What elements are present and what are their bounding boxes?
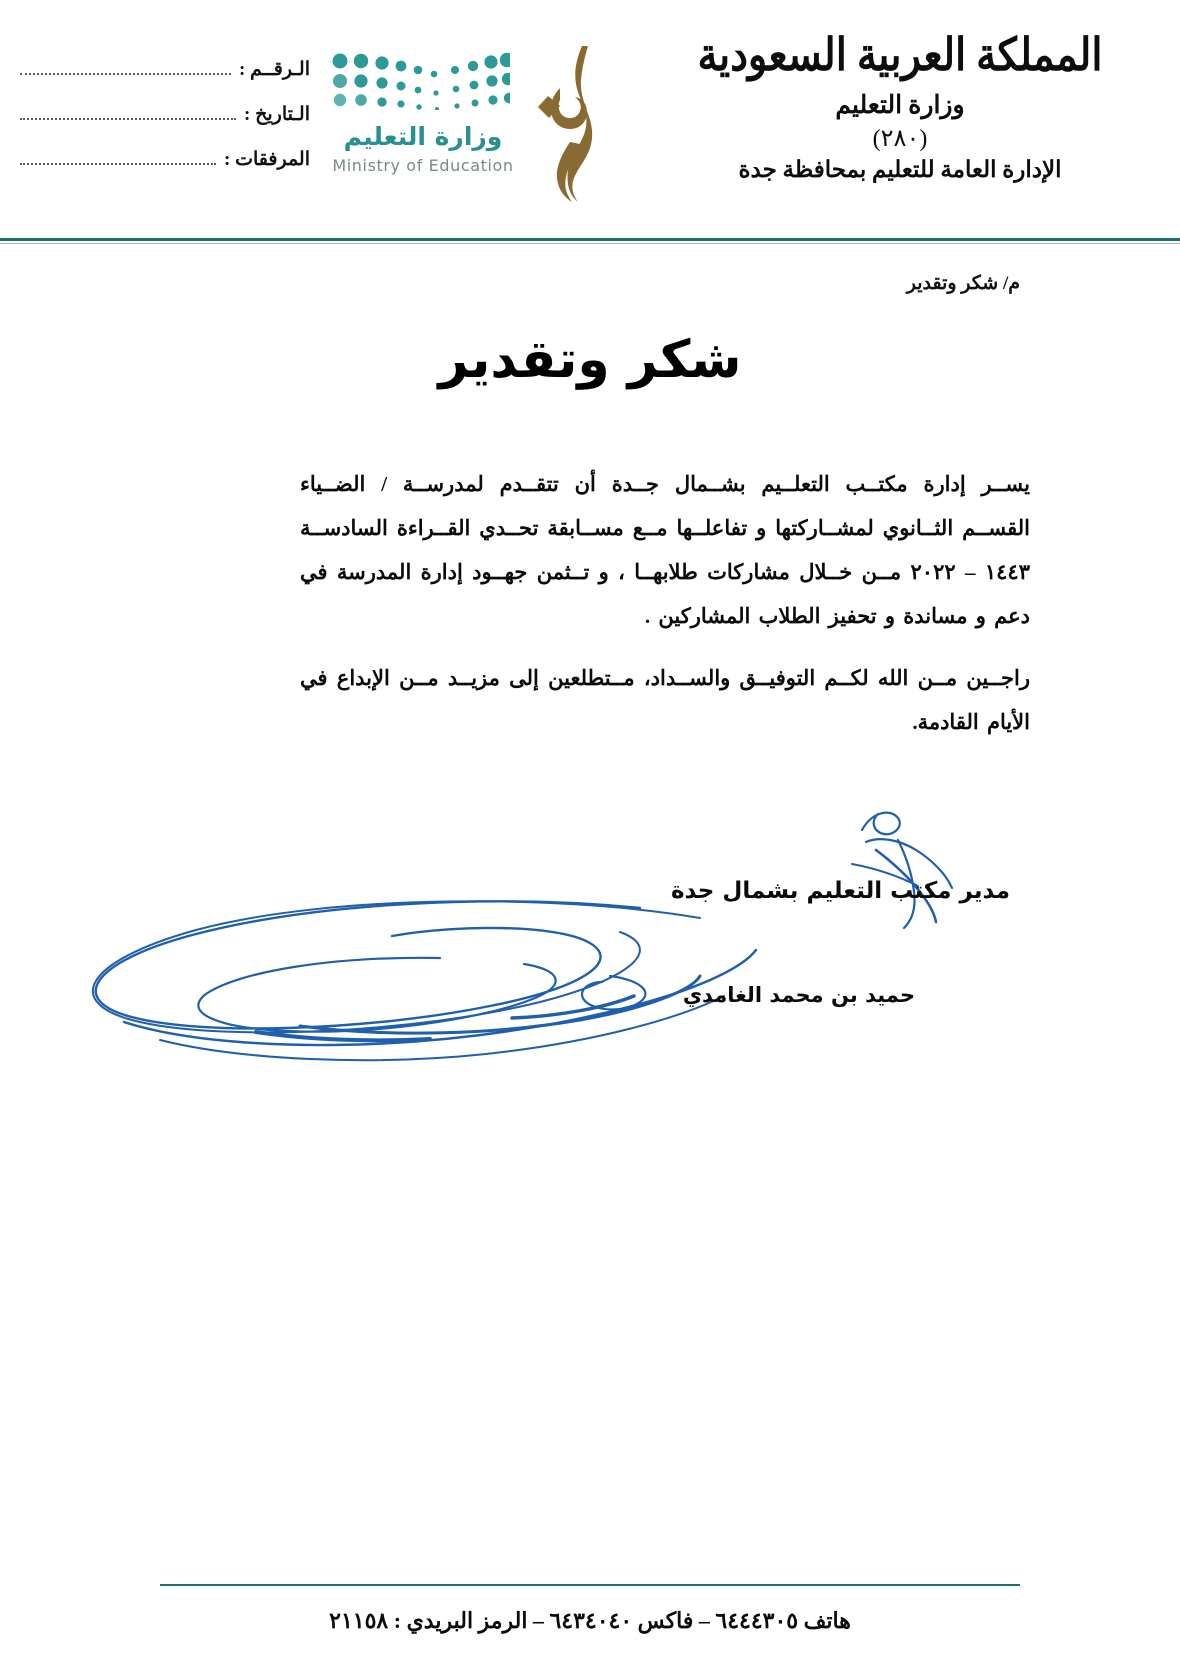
reference-label-attachments: المرفقات : — [224, 149, 310, 170]
body-paragraph-1: يســر إدارة مكتــب التعلــيم بشــمال جــدة أن تتقــدم لمدرســة / الضــياء القســم الثــانوي لمشــاركتها و تفاعلــها مــع مســابقة تحــدي القــراءة السادســة ١٤٤٣ – ٢٠٢٢ مــن خــلال مشاركات طلابهــا ، و تــثمن جهــود إدارة المدرسة في دعم و مساندة و تحفيز الطلاب المشاركين . — [300, 472, 1030, 628]
reference-dotted-line-number — [20, 72, 231, 75]
ministry-of-education-logo — [320, 44, 620, 204]
ministry-name: وزارة التعليم — [835, 92, 965, 119]
ministry-logo-arabic-name: وزارة التعليم — [343, 122, 503, 151]
signatory-title: مدير مكتب التعليم بشمال جدة — [670, 878, 1010, 904]
ministry-emblem-icon — [530, 44, 620, 204]
header-divider — [0, 238, 1180, 241]
document-header — [0, 0, 1180, 238]
page-title: شكر وتقدير — [438, 330, 742, 390]
footer-contact-info: هاتف ٦٤٤٤٣٠٥ – فاكس ٦٤٣٤٠٤٠ – الرمز البريدي : ٢١١٥٨ — [329, 1608, 851, 1633]
subject-line: م/ شكر وتقدير — [906, 273, 1020, 294]
handwritten-signature-icon — [0, 790, 1180, 1090]
signatory-name: حميد بن محمد الغامدي — [682, 983, 915, 1007]
body-paragraph-2: راجــين مــن الله لكــم التوفيــق والســداد، مــتطلعين إلى مزيــد مــن الإبداع في الأيام القادمة. — [300, 666, 1030, 734]
reference-fields — [20, 58, 310, 193]
department-code: (٢٨٠) — [872, 126, 928, 152]
reference-label-date: الـتاريخ : — [244, 104, 310, 125]
reference-dotted-line-date — [20, 117, 236, 120]
ministry-logo-dots-icon — [330, 52, 510, 110]
reference-dotted-line-attachments — [20, 162, 216, 165]
kingdom-name: المملكة العربية السعودية — [697, 29, 1103, 81]
reference-label-number: الـرقــم : — [238, 59, 310, 80]
government-identity-block — [640, 29, 1160, 183]
ministry-logo-english-name: Ministry of Education — [332, 156, 514, 175]
header-divider-thin — [0, 243, 1180, 244]
signature-block — [0, 790, 1180, 1090]
reference-field-attachments — [20, 148, 310, 168]
reference-field-date — [20, 103, 310, 123]
department-name: الإدارة العامة للتعليم بمحافظة جدة — [738, 157, 1062, 182]
reference-field-number — [20, 58, 310, 78]
footer-divider — [160, 1584, 1020, 1586]
document-body — [300, 462, 1030, 762]
